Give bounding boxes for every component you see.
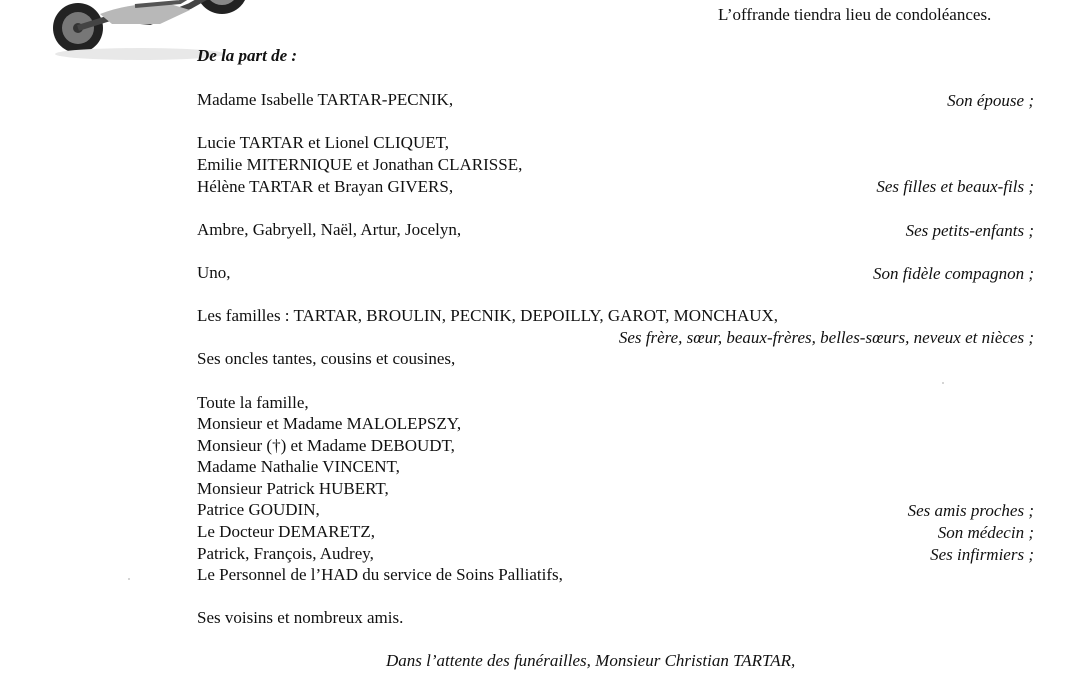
friend-line-5: Patrice GOUDIN, xyxy=(197,500,320,519)
companion-name: Uno, xyxy=(197,263,231,282)
scan-speck xyxy=(128,578,130,580)
spouse-role: Son épouse ; xyxy=(947,91,1034,110)
daughter-line-3: Hélène TARTAR et Brayan GIVERS, xyxy=(197,177,454,196)
grandchildren-role: Ses petits-enfants ; xyxy=(905,221,1034,240)
scan-speck xyxy=(942,382,944,384)
doctor-name: Le Docteur DEMARETZ, xyxy=(197,522,375,541)
friend-line-2: Monsieur (†) et Madame DEBOUDT, xyxy=(197,436,455,455)
families-names: Les familles : TARTAR, BROULIN, PECNIK, DEPOILLY, GAROT, MONCHAUX, xyxy=(197,306,779,325)
doctor-role: Son médecin ; xyxy=(937,523,1034,542)
grandchildren-names: Ambre, Gabryell, Naël, Artur, Jocelyn, xyxy=(197,220,462,239)
daughter-line-1: Lucie TARTAR et Lionel CLIQUET, xyxy=(197,133,449,152)
companion-role: Son fidèle compagnon ; xyxy=(873,264,1034,283)
nurses-role: Ses infirmiers ; xyxy=(930,545,1034,564)
daughters-role: Ses filles et beaux-fils ; xyxy=(876,177,1034,196)
offering-note: L’offrande tiendra lieu de condoléances. xyxy=(718,5,992,24)
family-whole: Toute la famille, xyxy=(197,393,309,412)
friend-line-4: Monsieur Patrick HUBERT, xyxy=(197,479,389,498)
spouse-name: Madame Isabelle TARTAR-PECNIK, xyxy=(197,90,454,109)
friend-line-1: Monsieur et Madame MALOLEPSZY, xyxy=(197,414,462,433)
friends-role: Ses amis proches ; xyxy=(907,501,1034,520)
uncles-line: Ses oncles tantes, cousins et cousines, xyxy=(197,349,456,368)
closing-line: Dans l’attente des funérailles, Monsieur Christian TARTAR, xyxy=(386,651,796,670)
staff-line: Le Personnel de l’HAD du service de Soins Palliatifs, xyxy=(197,565,563,584)
families-role: Ses frère, sœur, beaux-frères, belles-sœurs, neveux et nièces ; xyxy=(618,328,1034,347)
friend-line-3: Madame Nathalie VINCENT, xyxy=(197,457,400,476)
daughter-line-2: Emilie MITERNIQUE et Jonathan CLARISSE, xyxy=(197,155,523,174)
from-heading: De la part de : xyxy=(197,46,298,65)
neighbors-line: Ses voisins et nombreux amis. xyxy=(197,608,404,627)
nurses-names: Patrick, François, Audrey, xyxy=(197,544,374,563)
